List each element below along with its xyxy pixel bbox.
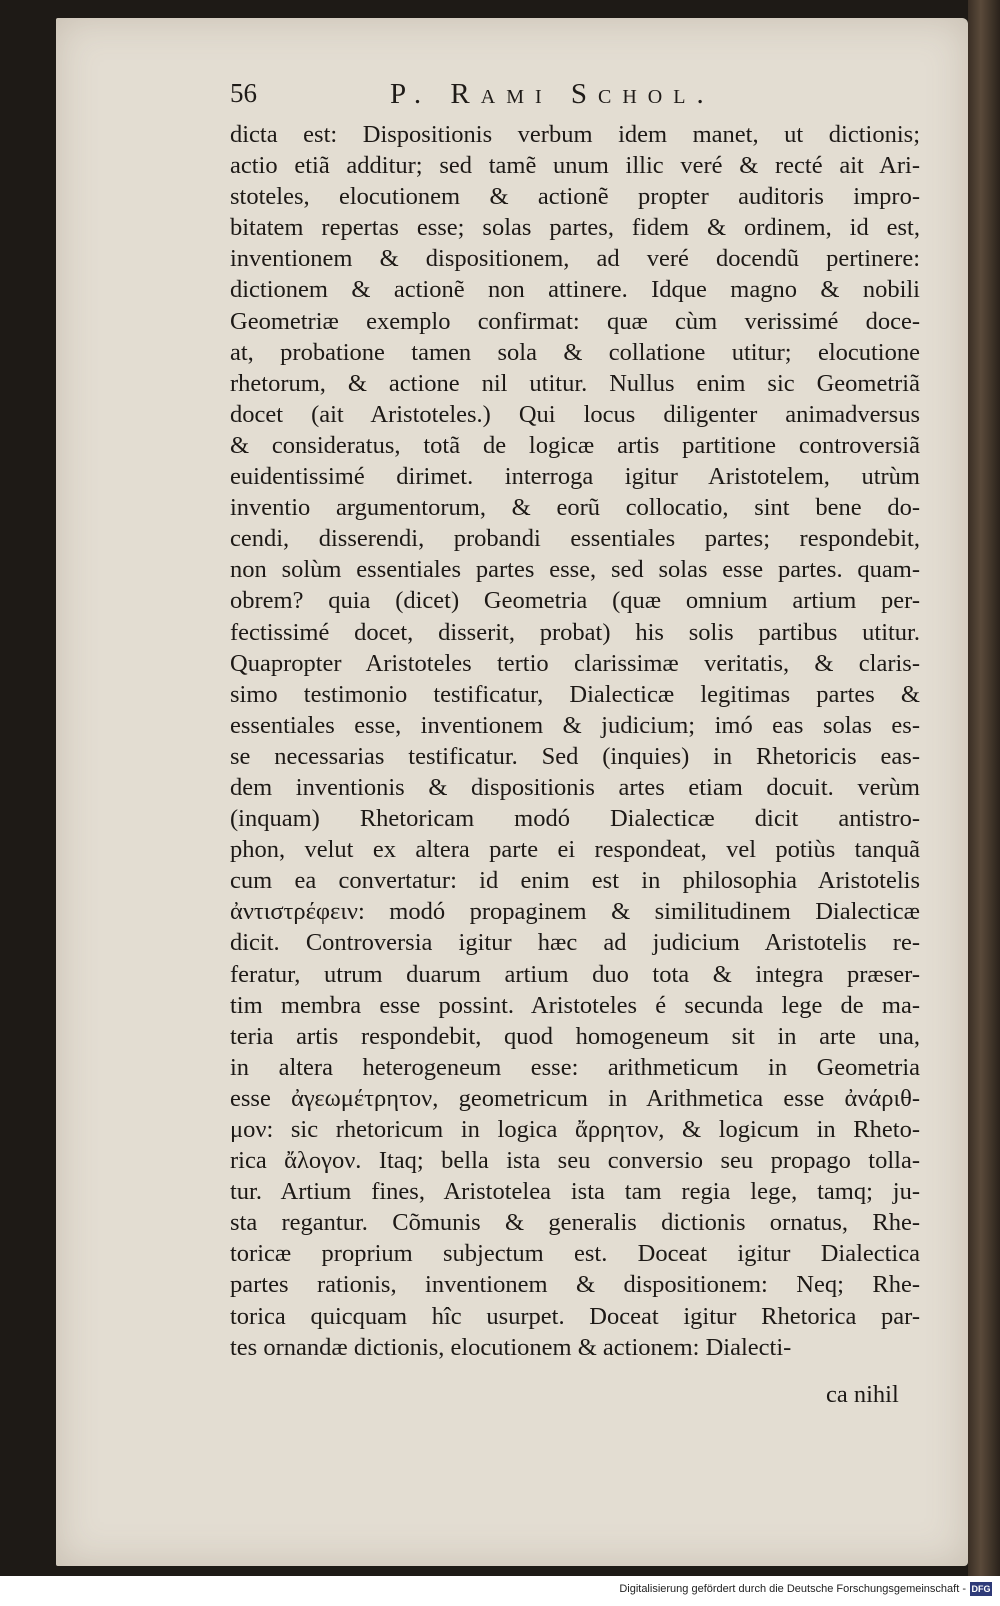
- catchword: ca nihil: [826, 1381, 899, 1408]
- text-line: se necessarias testificatur. Sed (inquies) in Rhetoricis eas-: [230, 742, 920, 770]
- text-line: docet (ait Aristoteles.) Qui locus diligenter animadversus: [230, 400, 920, 428]
- text-line: dicta est: Dispositionis verbum idem manet, ut dictionis;: [230, 121, 920, 148]
- text-line: tes ornandæ dictionis, elocutionem & actionem: Dialecti-: [230, 1333, 792, 1361]
- text-line: teria artis respondebit, quod homogeneum sit in arte una,: [230, 1022, 920, 1050]
- text-line: Quapropter Aristoteles tertio clarissimæ veritatis, & claris-: [230, 649, 920, 677]
- dfg-logo: DFG: [971, 1584, 991, 1594]
- text-line: tim membra esse possint. Aristoteles é secunda lege de ma-: [230, 991, 920, 1019]
- text-line: toricæ proprium subjectum est. Doceat igitur Dialectica: [230, 1240, 920, 1268]
- text-line: obrem? quia (dicet) Geometria (quæ omnium artium per-: [230, 587, 920, 615]
- text-line: & consideratus, totã de logicæ artis partitione controversiã: [230, 431, 920, 459]
- text-line: dicit. Controversia igitur hæc ad judicium Aristotelis re-: [230, 929, 920, 957]
- footer-bar: [0, 1576, 1000, 1606]
- text-line: μον: sic rhetoricum in logica ἄρρητον, & logicum in Rheto-: [230, 1116, 920, 1143]
- text-line: Geometriæ exemplo confirmat: quæ cùm verissimé doce-: [230, 307, 920, 335]
- text-line: ἀντιστρέφειν: modó propaginem & similitudinem Dialecticæ: [230, 898, 920, 926]
- text-line: cum ea convertatur: id enim est in philosophia Aristotelis: [230, 867, 920, 895]
- text-line: stoteles, elocutionem & actionẽ propter auditoris impro-: [230, 183, 920, 211]
- funding-credit: Digitalisierung gefördert durch die Deutsche Forschungsgemeinschaft -: [619, 1583, 966, 1595]
- text-line: rhetorum, & actione nil utitur. Nullus enim sic Geometriã: [230, 369, 920, 397]
- text-line: fectissimé docet, disserit, probat) his solis partibus utitur.: [230, 618, 920, 646]
- text-line: feratur, utrum duarum artium duo tota & integra præser-: [230, 960, 920, 988]
- text-line: at, probatione tamen sola & collatione utitur; elocutione: [230, 338, 920, 366]
- text-line: actio etiã additur; sed tamẽ unum illic veré & recté ait Ari-: [230, 152, 920, 180]
- text-line: cendi, disserendi, probandi essentiales partes; respondebit,: [230, 525, 920, 553]
- text-line: tur. Artium fines, Aristotelea ista tam regia lege, tamq; ju-: [230, 1178, 920, 1206]
- text-line: inventionem & dispositionem, ad veré docendũ pertinere:: [230, 245, 920, 273]
- text-line: dictionem & actionẽ non attinere. Idque magno & nobili: [230, 276, 920, 304]
- text-line: partes rationis, inventionem & dispositionem: Neq; Rhe-: [230, 1271, 920, 1299]
- page-number: 56: [230, 78, 257, 108]
- text-line: phon, velut ex altera parte ei respondeat, vel potiùs tanquã: [230, 836, 920, 864]
- text-line: dem inventionis & dispositionis artes etiam docuit. verùm: [230, 773, 920, 801]
- text-line: torica quicquam hîc usurpet. Doceat igitur Rhetorica par-: [230, 1302, 920, 1330]
- text-line: bitatem repertas esse; solas partes, fidem & ordinem, id est,: [230, 214, 920, 242]
- text-line: inventio argumentorum, & eorũ collocatio, sint bene do-: [230, 494, 920, 522]
- text-line: esse ἀγεωμέτρητον, geometricum in Arithmetica esse ἀνάριθ-: [230, 1084, 920, 1112]
- text-line: rica ἄλογον. Itaq; bella ista seu conversio seu propago tolla-: [230, 1147, 920, 1175]
- text-line: non solùm essentiales partes esse, sed solas esse partes. quam-: [230, 556, 920, 584]
- running-head-title: P. Rami Schol.: [390, 78, 715, 110]
- book-edge: [968, 0, 1000, 1576]
- text-line: simo testimonio testificatur, Dialecticæ legitimas partes &: [230, 680, 920, 708]
- text-line: essentiales esse, inventionem & judicium; imó eas solas es-: [230, 711, 920, 739]
- body-text: [230, 119, 920, 1363]
- text-line: euidentissimé dirimet. interroga igitur Aristotelem, utrùm: [230, 463, 920, 491]
- text-line: sta regantur. Cõmunis & generalis dictionis ornatus, Rhe-: [230, 1209, 920, 1237]
- running-head: [230, 78, 930, 118]
- text-line: in altera heterogeneum esse: arithmeticum in Geometria: [230, 1053, 920, 1081]
- text-line: (inquam) Rhetoricam modó Dialecticæ dicit antistro-: [230, 805, 920, 833]
